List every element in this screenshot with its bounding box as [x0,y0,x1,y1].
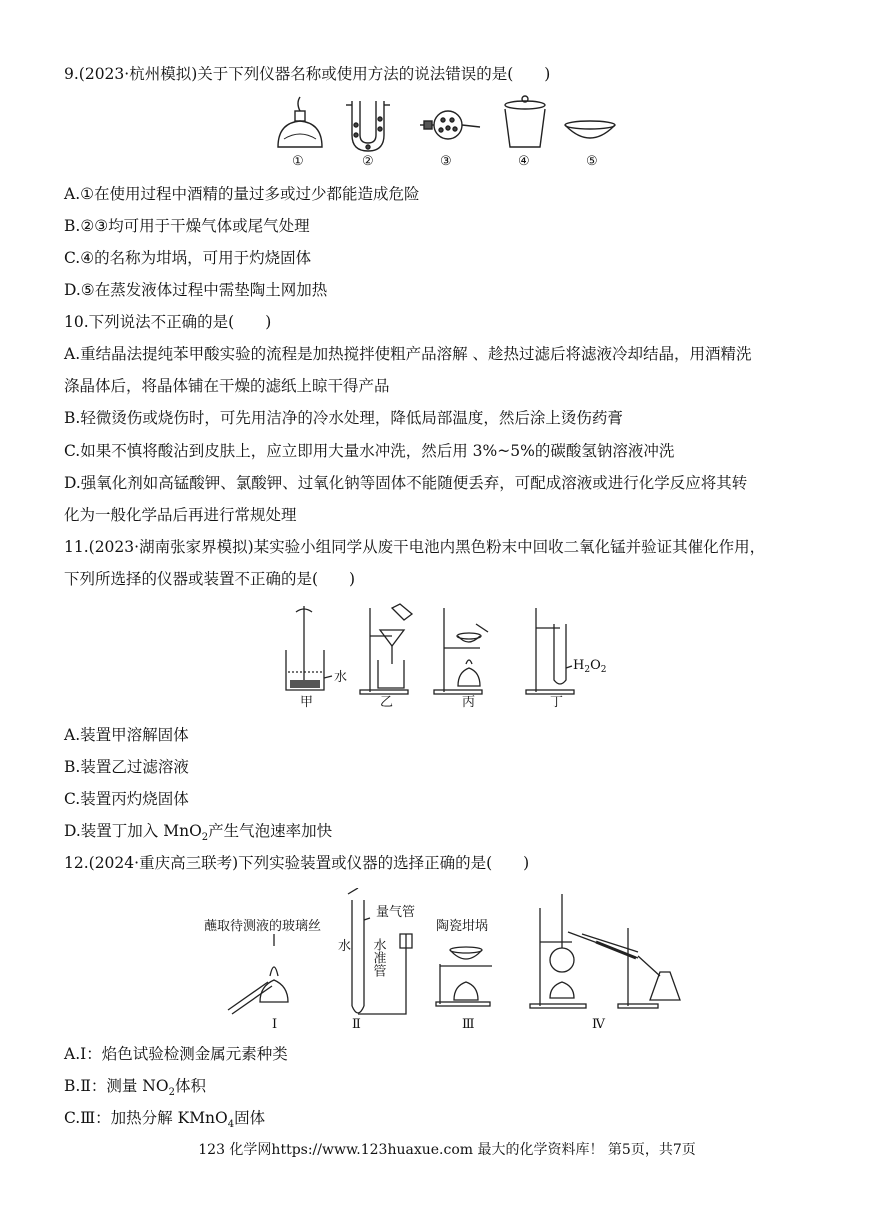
q11-label-bing: 丙 [462,695,476,710]
q10-option-d-2: 化为一般化学品后再进行常规处理 [64,506,297,524]
q9-option-d: D.⑤在蒸发液体过程中需垫陶土网加热 [64,281,328,299]
q12-water-label: 水 [338,939,352,954]
q11-option-c: C.装置丙灼烧固体 [64,790,189,808]
q12-label-3: Ⅲ [462,1017,475,1032]
q11-water-label: 水 [334,670,348,685]
q10-option-a-1: A.重结晶法提纯苯甲酸实验的流程是加热搅拌使粗产品溶解 、趁热过滤后将滤液冷却结晶，用酒精洗 [64,345,752,363]
q11-label-yi: 乙 [380,695,394,710]
q11-stem-2: 下列所选择的仪器或装置不正确的是( ) [64,570,356,588]
q10-stem: 10.下列说法不正确的是( ) [64,313,272,331]
q12-stem: 12.(2024·重庆高三联考)下列实验装置或仪器的选择正确的是( ) [64,854,530,872]
q10-option-d-1: D.强氧化剂如高锰酸钾、氯酸钾、过氧化钠等固体不能随便丢弃，可配成溶液或进行化学反应将其转 [64,474,748,492]
crucible-heating-icon [436,947,492,1006]
q12-option-b: B.Ⅱ：测量 $NO_2$体积 [64,1077,206,1099]
q12-glass-wire-label: 蘸取待测液的玻璃丝 [204,919,322,934]
q11-stem-1: 11.(2023·湖南张家界模拟)某实验小组同学从废干电池内黑色粉末中回收二氧化锰并验证其催化作用， [64,538,766,556]
q9-option-c: C.④的名称为坩埚，可用于灼烧固体 [64,249,312,267]
q9-option-b: B.②③均可用于干燥气体或尾气处理 [64,217,310,235]
q9-stem: 9.(2023·杭州模拟)关于下列仪器名称或使用方法的说法错误的是( ) [64,65,551,83]
q11-label-jia: 甲 [300,695,314,710]
q11-h2o2-label: $H_2O_2$ [573,658,607,675]
q12-option-a: A.Ⅰ：焰色试验检测金属元素种类 [64,1045,288,1063]
alcohol-lamp-icon [278,97,322,147]
drying-tube-icon [420,111,480,139]
q12-label-2: Ⅱ [352,1017,361,1032]
q12-level-tube-label: 水准管 [370,938,386,977]
q9-option-a: A.①在使用过程中酒精的量过多或过少都能造成危险 [64,185,420,203]
filtration-setup-icon [360,604,412,694]
q9-label-3: ③ [440,154,452,169]
u-tube-icon [346,101,390,151]
q12-gas-tube-label: 量气管 [376,905,416,920]
q12-option-c: C.Ⅲ：加热分解 KMnO$_4$固体 [64,1109,266,1131]
q11-option-b: B.装置乙过滤溶液 [64,758,189,776]
q9-label-1: ① [292,154,304,169]
page-footer: 123 化学网https://www.123huaxue.com 最大的化学资料库！ 第5页，共7页 [198,1142,696,1158]
q9-label-4: ④ [518,154,530,169]
distillation-setup-icon [530,894,680,1008]
q11-figure [280,602,610,710]
q12-label-4: Ⅳ [592,1017,605,1032]
q11-label-ding: 丁 [550,695,564,710]
q9-figure [270,95,630,175]
heating-setup-icon [434,608,488,694]
q11-option-d: D.装置丁加入 MnO$_2$产生气泡速率加快 [64,822,333,844]
q9-label-2: ② [362,154,374,169]
q9-label-5: ⑤ [586,154,598,169]
test-tube-stand-icon [526,608,574,694]
evaporating-dish-icon [565,121,615,138]
flame-test-icon [228,934,288,1014]
beaker-stir-icon [286,606,332,690]
q11-option-a: A.装置甲溶解固体 [64,726,189,744]
q10-option-a-2: 涤晶体后，将晶体铺在干燥的滤纸上晾干得产品 [64,377,390,395]
q10-option-b: B.轻微烫伤或烧伤时，可先用洁净的冷水处理，降低局部温度，然后涂上烫伤药膏 [64,409,623,427]
q12-crucible-label: 陶瓷坩埚 [436,919,489,934]
q12-label-1: Ⅰ [272,1017,278,1032]
crucible-icon [505,96,545,147]
q12-figure [200,888,700,1036]
q10-option-c: C.如果不慎将酸沾到皮肤上，应立即用大量水冲洗，然后用 3%~5%的碳酸氢钠溶液冲洗 [64,442,675,460]
